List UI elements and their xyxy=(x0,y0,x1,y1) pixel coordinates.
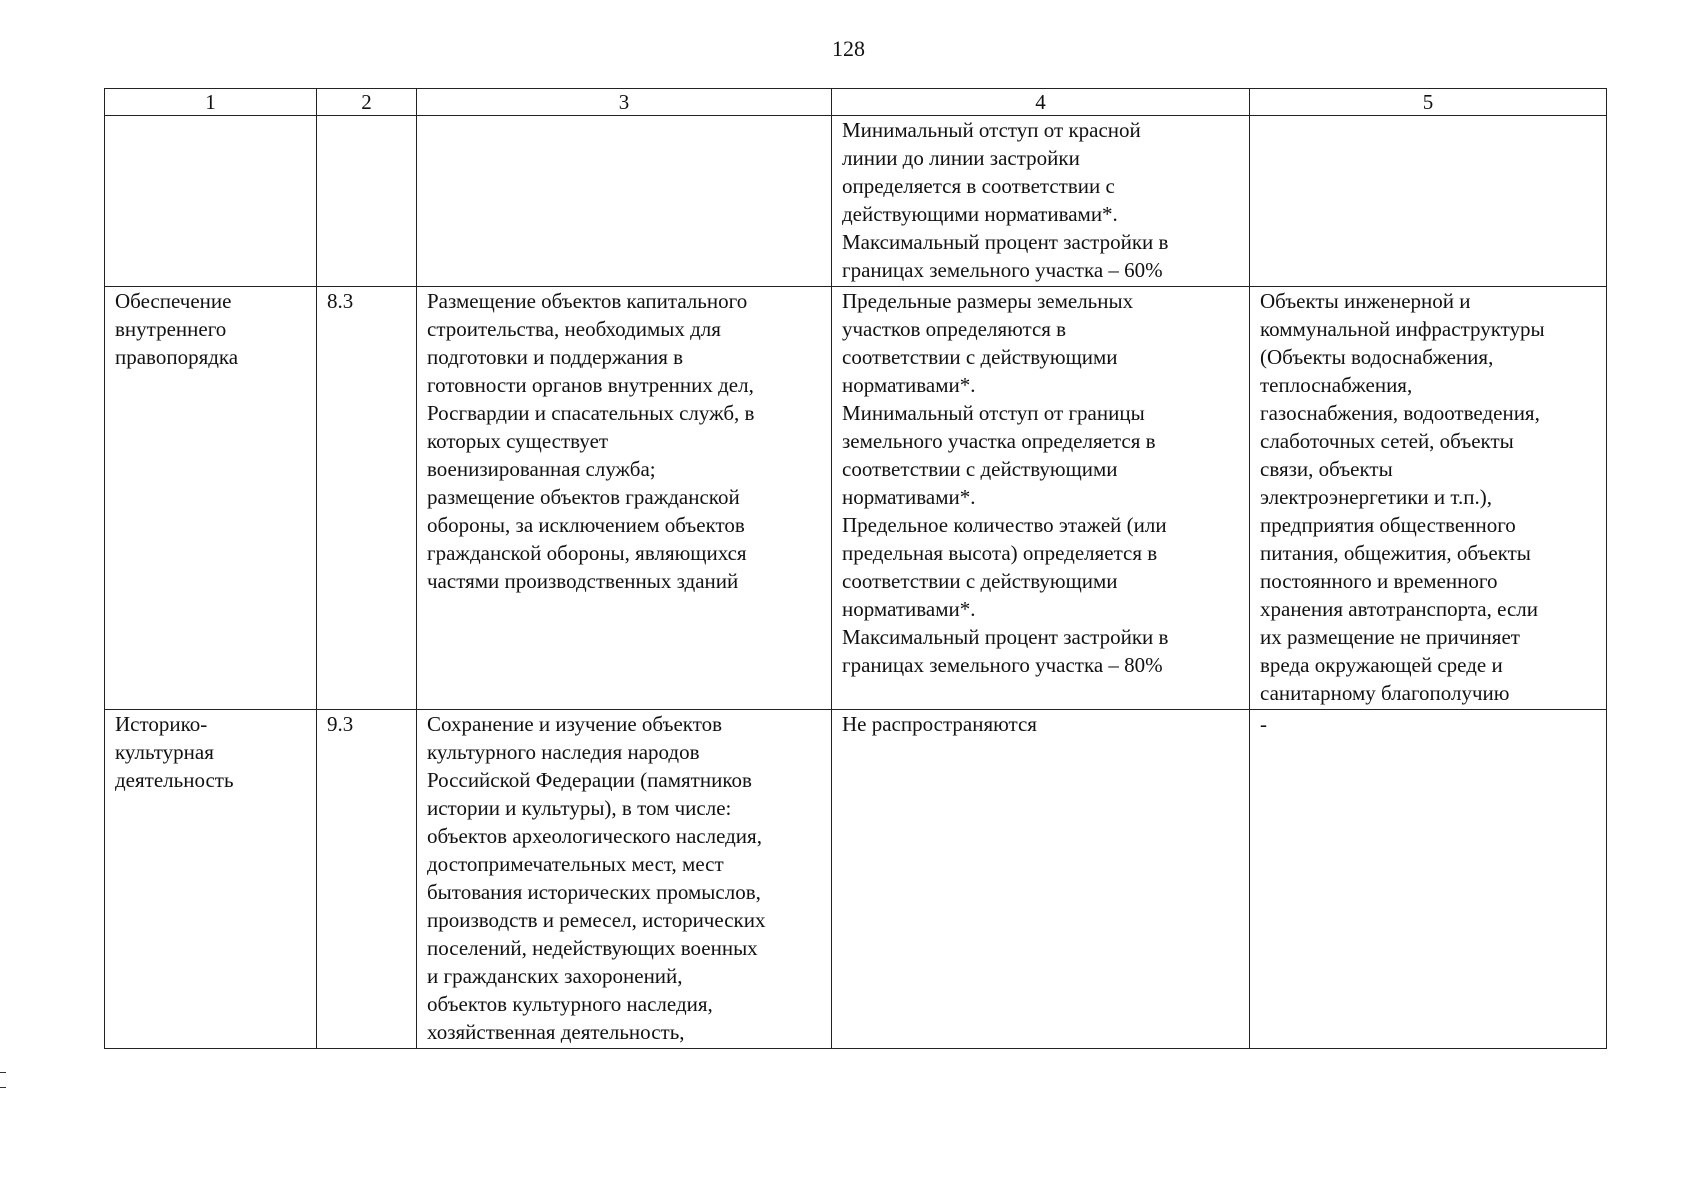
auxiliary-uses-cell: Объекты инженерной и коммунальной инфраструктуры (Объекты водоснабжения, теплоснабжения, газоснабжения, водоотведения, слаботочных сетей, объекты связи, объекты электроэнергетики и т.п.), предприятия общественного питания, общежития, объекты постоянного и временного хранения автотранспорта, если их размещение не причиняет вреда окружающей среде и санитарному благополучию xyxy=(1250,287,1607,710)
use-description-cell: Сохранение и изучение объектов культурного наследия народов Российской Федерации (памятников истории и культуры), в том числе: объектов археологического наследия, достопримечательных мест, мест бытования исторических промыслов, производств и ремесел, исторических поселений, недействующих военных и гражданских захоронений, объектов культурного наследия, хозяйственная деятельность, xyxy=(417,710,832,1049)
table-header-row xyxy=(105,89,1607,116)
use-name-cell: Обеспечение внутреннего правопорядка xyxy=(105,287,317,710)
use-description-cell: Размещение объектов капитального строительства, необходимых для подготовки и поддержания в готовности органов внутренних дел, Росгвардии и спасательных служб, в которых существует военизированная служба; размещение объектов гражданской обороны, за исключением объектов гражданской обороны, являющихся частями производственных зданий xyxy=(417,287,832,710)
parameters-cell: Предельные размеры земельных участков определяются в соответствии с действующими нормативами*. Минимальный отступ от границы земельного участка определяется в соответствии с действующими нормативами*. Предельное количество этажей (или предельная высота) определяется в соответствии с действующими нормативами*. Максимальный процент застройки в границах земельного участка – 80% xyxy=(832,287,1250,710)
use-description-cell xyxy=(417,116,832,287)
use-name-cell: Историко- культурная деятельность xyxy=(105,710,317,1049)
auxiliary-uses-cell xyxy=(1250,116,1607,287)
auxiliary-uses-cell: - xyxy=(1250,710,1607,1049)
use-code-cell: 9.3 xyxy=(317,710,417,1049)
column-header-1: 1 xyxy=(105,89,317,116)
margin-mark xyxy=(0,1072,6,1088)
parameters-cell: Минимальный отступ от красной линии до линии застройки определяется в соответствии с действующими нормативами*. Максимальный процент застройки в границах земельного участка – 60% xyxy=(832,116,1250,287)
table-row xyxy=(105,710,1607,1049)
column-header-4: 4 xyxy=(832,89,1250,116)
use-name-cell xyxy=(105,116,317,287)
table-row xyxy=(105,287,1607,710)
column-header-5: 5 xyxy=(1250,89,1607,116)
use-code-cell: 8.3 xyxy=(317,287,417,710)
page-number: 128 xyxy=(832,36,865,61)
land-use-table xyxy=(104,88,1607,1049)
parameters-cell: Не распространяются xyxy=(832,710,1250,1049)
table-row xyxy=(105,116,1607,287)
column-header-3: 3 xyxy=(417,89,832,116)
column-header-2: 2 xyxy=(317,89,417,116)
use-code-cell xyxy=(317,116,417,287)
